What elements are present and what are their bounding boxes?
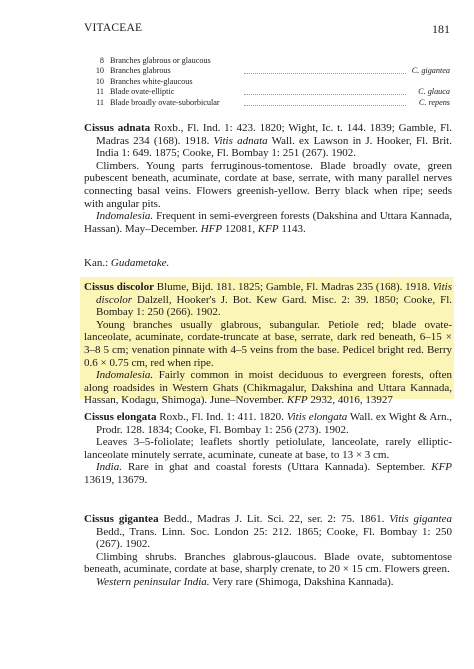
species-distribution: India. Rare in ghat and coastal forests (Uttara Kannada). September. KFP 13619, 13679.: [84, 461, 453, 486]
species-distribution: Indomalesia. Fairly common in moist deciduous to evergreen forests, often along roadsides in Western Ghats (Chikmagalur, Dakshina and Uttara Kannada, Hassan, Kodagu, Shimoga). June–November. KFP 2932, 4016, 13927: [84, 369, 453, 407]
key-lead-text: Blade broadly ovate-suborbicular: [110, 97, 220, 107]
synonym-name: Vitis adnata: [213, 134, 268, 147]
key-leader-dots: [244, 87, 406, 95]
key-lead-number: 11: [96, 87, 104, 97]
key-leader-dots: [244, 66, 406, 74]
vernacular-label: Kan.:: [84, 257, 109, 269]
entry-cissus-gigantea: [84, 513, 452, 589]
synonym-name: Vitis discolor: [96, 281, 453, 306]
species-description: Climbers. Young parts ferruginous-tomentose. Blade broadly ovate, green pubescent beneath, acuminate, cordate at base, serrate, with many parallel nerves connecting basal veins. Flowers greenish-yellow. Berry black when ripe; seeds with angular pits.: [84, 159, 452, 210]
entry-cissus-discolor: [84, 281, 452, 407]
key-lead-taxon: C. glauca: [418, 87, 450, 97]
entry-cissus-elongata: [84, 411, 452, 487]
page-header: [84, 22, 450, 38]
key-row: [84, 98, 450, 108]
vernacular-name: Gudametake.: [110, 257, 170, 269]
key-lead-text: Blade ovate-elliptic: [110, 87, 175, 97]
key-lead-text: Branches white-glaucous: [110, 76, 193, 86]
species-citation: Cissus adnata Roxb., Fl. Ind. 1: 423. 1820; Wight, Ic. t. 144. 1839; Gamble, Fl. Madras 234 (168). 1918. Vitis adnata Wall. ex Lawson in J. Hooker, Fl. Brit. India 1: 649. 1875; Cooke, Fl. Bombay 1: 251 (267). 1902.: [84, 122, 452, 160]
key-lead-taxon: C. repens: [418, 97, 450, 107]
species-description: Climbing shrubs. Branches glabrous-glaucous. Blade ovate, subtomentose beneath, acuminate, cordate at base, sharply crenate, to 20 × 15 cm. Flowers green.: [84, 550, 452, 576]
key-lead-number: 10: [95, 66, 104, 76]
running-head: VITACEAE: [84, 22, 143, 34]
species-citation: Cissus elongata Roxb., Fl. Ind. 1: 411. 1820. Vitis elongata Wall. ex Wight & Arn., Prodr. 128. 1834; Cooke, Fl. Bombay 1: 256 (273). 1902.: [84, 411, 453, 436]
key-lead-text: Branches glabrous or glaucous: [110, 56, 211, 65]
species-name: Cissus adnata: [84, 122, 151, 134]
species-distribution: Indomalesia. Frequent in semi-evergreen forests (Dakshina and Uttara Kannada, Hassan). May–December. HFP 12081, KFP 1143.: [84, 210, 452, 235]
entry-cissus-adnata: [84, 122, 452, 235]
key-row: [84, 87, 450, 97]
synonym-name: Vitis gigantea: [389, 513, 453, 525]
species-citation: Cissus gigantea Bedd., Madras J. Lit. Sci. 22, ser. 2: 75. 1861. Vitis gigantea Bedd., Trans. Linn. Soc. London 25: 212. 1865; Cooke, Fl. Bombay 1: 250 (267). 1902.: [84, 513, 453, 551]
key-lead-number: 11: [96, 97, 104, 107]
key-row: [84, 66, 450, 76]
key-row: [84, 56, 450, 66]
species-name: Cissus discolor: [84, 281, 154, 293]
species-citation: Cissus discolor Blume, Bijd. 181. 1825; Gamble, Fl. Madras 235 (168). 1918. Vitis discolor Dalzell, Hooker's J. Bot. Kew Gard. Misc. 2: 39. 1850; Cooke, Fl. Bombay 1: 250 (266). 1902.: [84, 281, 453, 319]
key-lead-text: Branches glabrous: [110, 66, 171, 76]
species-name: Cissus elongata: [84, 411, 157, 423]
page-number: 181: [432, 22, 450, 36]
key-row: [84, 77, 450, 87]
species-description: Leaves 3–5-foliolate; leaflets shortly petiolulate, lanceolate, rarely elliptic-lanceolate minutely serrate, acuminate, cuneate at base, to 13 × 3 cm.: [84, 436, 452, 461]
key-lead-taxon: C. gigantea: [411, 66, 450, 76]
key-lead-number: 8: [99, 56, 104, 65]
kannada-vernacular-name: [84, 257, 452, 270]
synonym-name: Vitis elongata: [286, 411, 348, 423]
species-distribution: Western peninsular India. Very rare (Shimoga, Dakshina Kannada).: [96, 575, 394, 588]
species-description: Young branches usually glabrous, subangular. Petiole red; blade ovate-lanceolate, acuminate, cordate-truncate at base, serrate, dark red beneath, 6–15 × 3–8 5 cm; venation pinnate with 4–5 veins from the base. Pedicel bright red. Berry 0.6 × 0.75 cm, red when ripe.: [84, 318, 452, 369]
key-leader-dots: [244, 98, 406, 106]
key-lead-number: 10: [95, 76, 104, 86]
identification-key: [84, 56, 450, 108]
species-name: Cissus gigantea: [84, 513, 159, 525]
